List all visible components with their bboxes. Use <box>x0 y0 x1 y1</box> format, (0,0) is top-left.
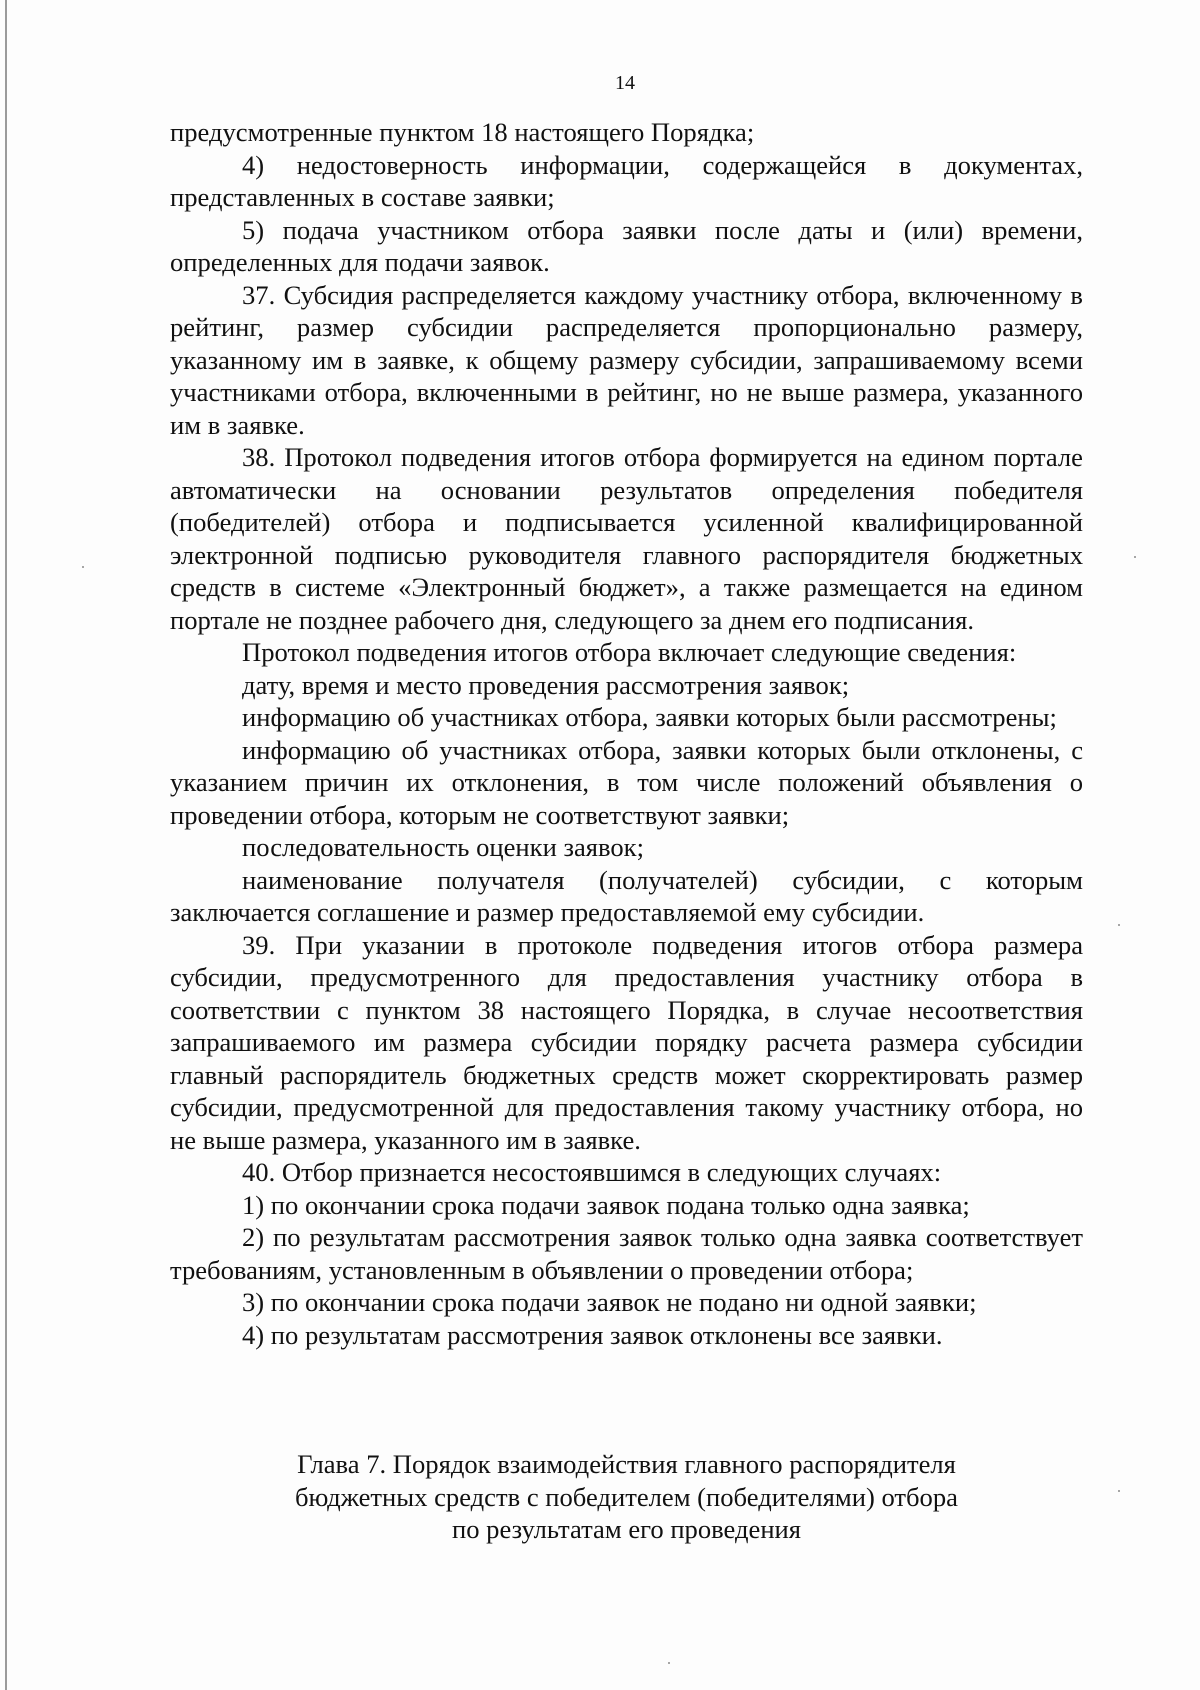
paragraph-protocol-reviewed: информацию об участниках отбора, заявки которых были рассмотрены; <box>242 702 1057 732</box>
paragraph-protocol-sequence: последовательность оценки заявок; <box>242 832 644 862</box>
chapter-heading-line-3: по результатам его проведения <box>451 1514 802 1544</box>
page-number: 14 <box>615 72 635 94</box>
scan-speck <box>1118 924 1120 926</box>
paragraph-39: 39. При указании в протоколе подведения итогов отбора размера субсидии, предусмотренного для предоставления участнику отбора в соответствии с пунктом 38 настоящего Порядка, в случае несоответствия запрашиваемого им размера субсидии порядку расчета размера субсидии главный распорядитель бюджетных средств может скорректировать размер субсидии, предусмотренной для предоставления такому участнику отбора, но не выше размера, указанного им в заявке. <box>170 929 1083 1155</box>
scan-edge-line <box>5 0 7 1690</box>
paragraph-protocol-date: дату, время и место проведения рассмотрения заявок; <box>242 669 850 700</box>
chapter-heading-line-1: Глава 7. Порядок взаимодействия главного распорядителя <box>297 1449 956 1479</box>
chapter-heading-line-2: бюджетных средств с победителем (победителями) отбора <box>295 1481 958 1512</box>
paragraph-protocol-rejected: информацию об участниках отбора, заявки которых были отклонены, с указанием причин их отклонения, в том числе положений объявления о проведении отбора, которым не соответствуют заявки; <box>170 734 1083 830</box>
paragraph-item-5: 5) подача участником отбора заявки после даты и (или) времени, определенных для подачи заявок. <box>170 214 1083 277</box>
paragraph-38: 38. Протокол подведения итогов отбора формируется на едином портале автоматически на основании результатов определения победителя (победителей) отбора и подписывается усиленной квалифицированной электронной подписью руководителя главного распорядителя бюджетных средств в системе «Электронный бюджет», а также размещается на едином портале не позднее рабочего дня, следующего за днем его подписания. <box>170 442 1083 635</box>
paragraph-protocol-intro: Протокол подведения итогов отбора включает следующие сведения: <box>242 637 1017 667</box>
paragraph-40-item-1: 1) по окончании срока подачи заявок подана только одна заявка; <box>242 1189 970 1220</box>
scan-speck <box>1134 556 1136 558</box>
document-body <box>170 116 1083 1351</box>
scan-speck <box>82 566 84 568</box>
paragraph-40-item-3: 3) по окончании срока подачи заявок не подано ни одной заявки; <box>242 1287 977 1317</box>
paragraph-40-item-4: 4) по результатам рассмотрения заявок отклонены все заявки. <box>242 1319 943 1350</box>
scan-speck <box>668 1662 670 1664</box>
paragraph-protocol-recipient: наименование получателя (получателей) субсидии, с которым заключается соглашение и размер предоставляемой ему субсидии. <box>170 864 1083 927</box>
paragraph-40: 40. Отбор признается несостоявшимся в следующих случаях: <box>242 1157 942 1187</box>
paragraph-37: 37. Субсидия распределяется каждому участнику отбора, включенному в рейтинг, размер субсидии распределяется пропорционально размеру, указанному им в заявке, к общему размеру субсидии, запрашиваемому всеми участниками отбора, включенными в рейтинг, но не выше размера, указанного им в заявке. <box>170 279 1083 440</box>
paragraph-item-4: 4) недостоверность информации, содержащейся в документах, представленных в составе заявки; <box>170 149 1083 212</box>
scan-speck <box>1118 1490 1120 1492</box>
chapter-heading <box>170 1448 1083 1546</box>
paragraph-continuation: предусмотренные пунктом 18 настоящего Порядка; <box>170 117 755 147</box>
paragraph-40-item-2: 2) по результатам рассмотрения заявок только одна заявка соответствует требованиям, установленным в объявлении о проведении отбора; <box>170 1222 1083 1285</box>
